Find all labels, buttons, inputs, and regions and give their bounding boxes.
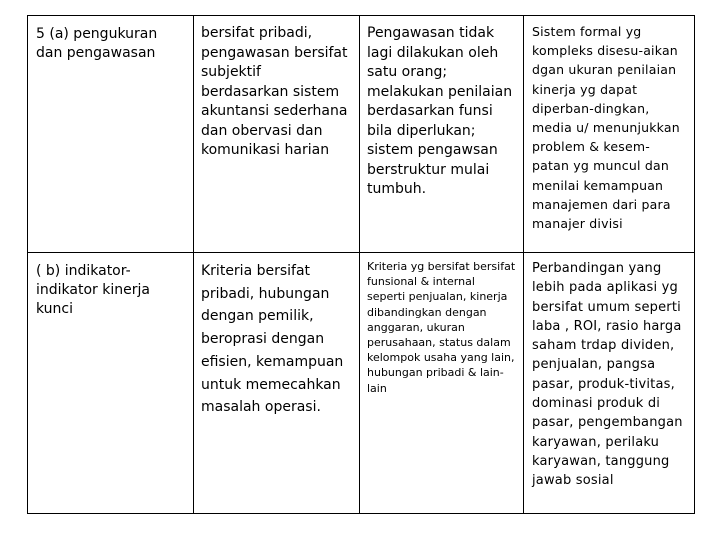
cell-text: Sistem formal yg kompleks disesu-aikan dgan ukuran penilaian kinerja yg dapat diperban-dingkan, media u/ menunjukkan problem & kesem- patan yg muncul dan menilai kemampuan manajemen dari para manajer divisi [532, 24, 680, 232]
table-cell [360, 253, 524, 514]
table-cell [28, 16, 194, 253]
table-row [28, 16, 695, 253]
row-heading: ( b) indikator- indikator kinerja kunci [36, 263, 150, 317]
table-row [28, 253, 695, 514]
row-heading: 5 (a) pengukuran dan pengawasan [36, 26, 158, 61]
table-cell [194, 253, 360, 514]
table-cell [194, 16, 360, 253]
comparison-table [27, 15, 695, 514]
cell-text: Kriteria bersifat pribadi, hubungan dengan pemilik, beroprasi dengan efisien, kemampuan untuk memecahkan masalah operasi. [201, 263, 344, 416]
table-cell [28, 253, 194, 514]
cell-text: Kriteria yg bersifat bersifat funsional & internal seperti penjualan, kinerja dibandingkan dengan anggaran, ukuran perusahaan, status dalam kelompok usaha yang lain, hubungan pribadi & lain- lain [367, 260, 516, 395]
table-cell [360, 16, 524, 253]
table-cell [524, 16, 695, 253]
cell-text: Perbandingan yang lebih pada aplikasi yg bersifat umum seperti laba , ROI, rasio harga saham trdap dividen, penjualan, pangsa pasar, produk-tivitas, dominasi produk di pasar, pengembangan karyawan, perilaku karyawan, tanggung jawab sosial [532, 261, 683, 489]
table-cell [524, 253, 695, 514]
cell-text: Pengawasan tidak lagi dilakukan oleh satu orang; melakukan penilaian berdasarkan funsi bila diperlukan; sistem pengawsan berstruktur mulai tumbuh. [367, 25, 513, 197]
cell-text: bersifat pribadi, pengawasan bersifat subjektif berdasarkan sistem akuntansi sederhana dan obervasi dan komunikasi harian [201, 25, 348, 158]
